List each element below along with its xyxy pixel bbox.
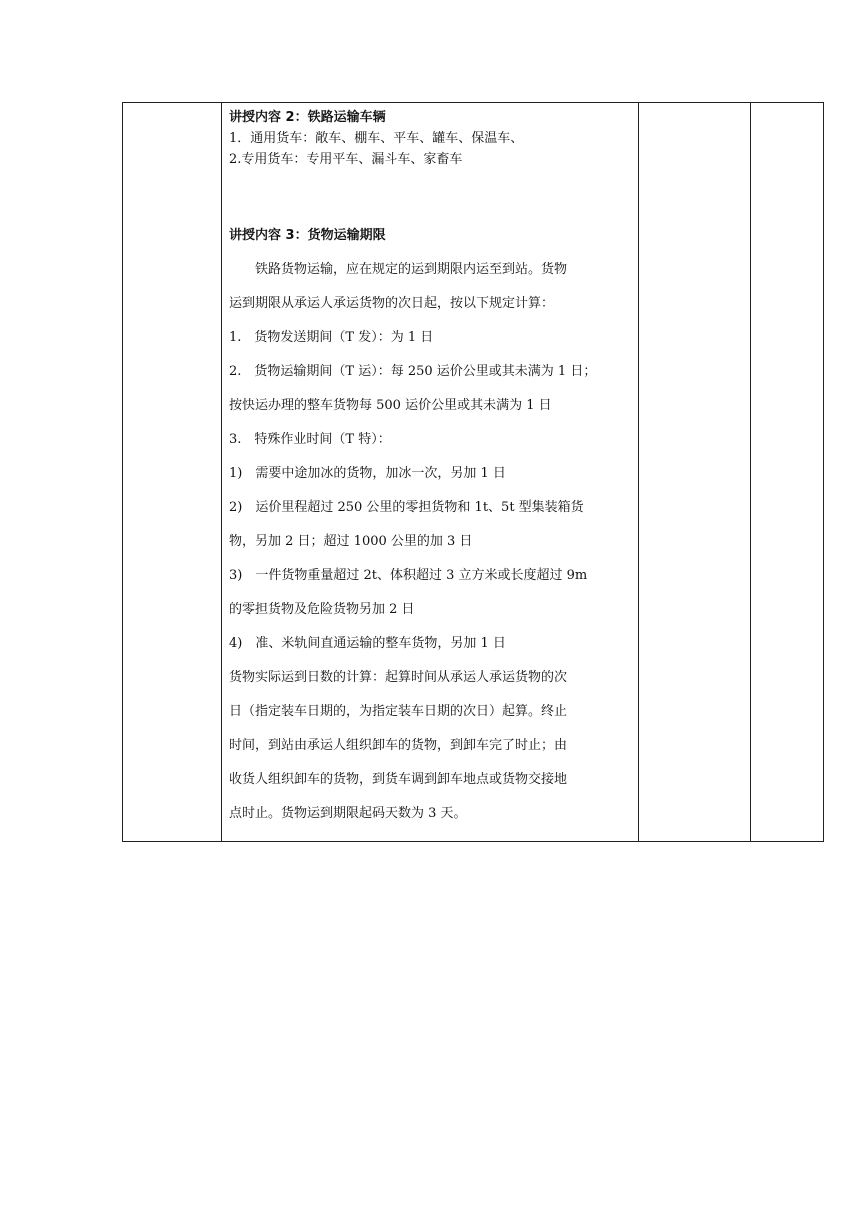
blank-cell-middle [639, 103, 751, 842]
section-2 [229, 107, 632, 170]
section-3-line: 1. 货物发送期间（T 发）：为 1 日 [229, 330, 434, 345]
table-row [123, 103, 824, 842]
content-cell [222, 103, 639, 842]
section-3-line: 2. 货物运输期间（T 运）：每 250 运价公里或其未满为 1 日； [229, 364, 597, 379]
section-3-line: 按快运办理的整车货物每 500 运价公里或其未满为 1 日 [229, 398, 552, 413]
section-3-line: 时间，到站由承运人组织卸车的货物，到卸车完了时止；由 [229, 738, 568, 753]
section-3-line: 点时止。货物运到期限起码天数为 3 天。 [229, 806, 467, 821]
section-2-line: 2.专用货车：专用平车、漏斗车、家畜车 [229, 152, 463, 167]
section-3-line: 收货人组织卸车的货物，到货车调到卸车地点或货物交接地 [229, 772, 568, 787]
section-3-line: 3. 特殊作业时间（T 特）： [229, 432, 391, 447]
section-3-line: 1) 需要中途加冰的货物，加冰一次，另加 1 日 [229, 466, 506, 481]
section-3-line: 货物实际运到日数的计算：起算时间从承运人承运货物的次 [229, 670, 568, 685]
lesson-table [122, 102, 824, 842]
section-3-line: 3) 一件货物重量超过 2t、体积超过 3 立方米或长度超过 9m [229, 568, 588, 583]
section-3-line: 的零担货物及危险货物另加 2 日 [229, 602, 415, 617]
spacer [229, 170, 632, 219]
blank-cell-right [751, 103, 824, 842]
section-3 [229, 219, 632, 831]
section-2-line: 1．通用货车：敞车、棚车、平车、罐车、保温车、 [229, 131, 524, 146]
section-3-line: 4) 准、米轨间直通运输的整车货物，另加 1 日 [229, 636, 506, 651]
section-3-heading: 讲授内容 3：货物运输期限 [229, 228, 386, 243]
section-3-line: 铁路货物运输，应在规定的运到期限内运至到站。货物 [255, 262, 568, 277]
section-3-line: 2) 运价里程超过 250 公里的零担货物和 1t、5t 型集装箱货 [229, 500, 584, 515]
section-3-line: 日（指定装车日期的，为指定装车日期的次日）起算。终止 [229, 704, 568, 719]
section-2-heading: 讲授内容 2：铁路运输车辆 [229, 110, 386, 125]
blank-cell-left [123, 103, 222, 842]
content-block [222, 103, 638, 831]
section-3-line: 运到期限从承运人承运货物的次日起，按以下规定计算： [229, 296, 555, 311]
section-3-line: 物，另加 2 日；超过 1000 公里的加 3 日 [229, 534, 473, 549]
